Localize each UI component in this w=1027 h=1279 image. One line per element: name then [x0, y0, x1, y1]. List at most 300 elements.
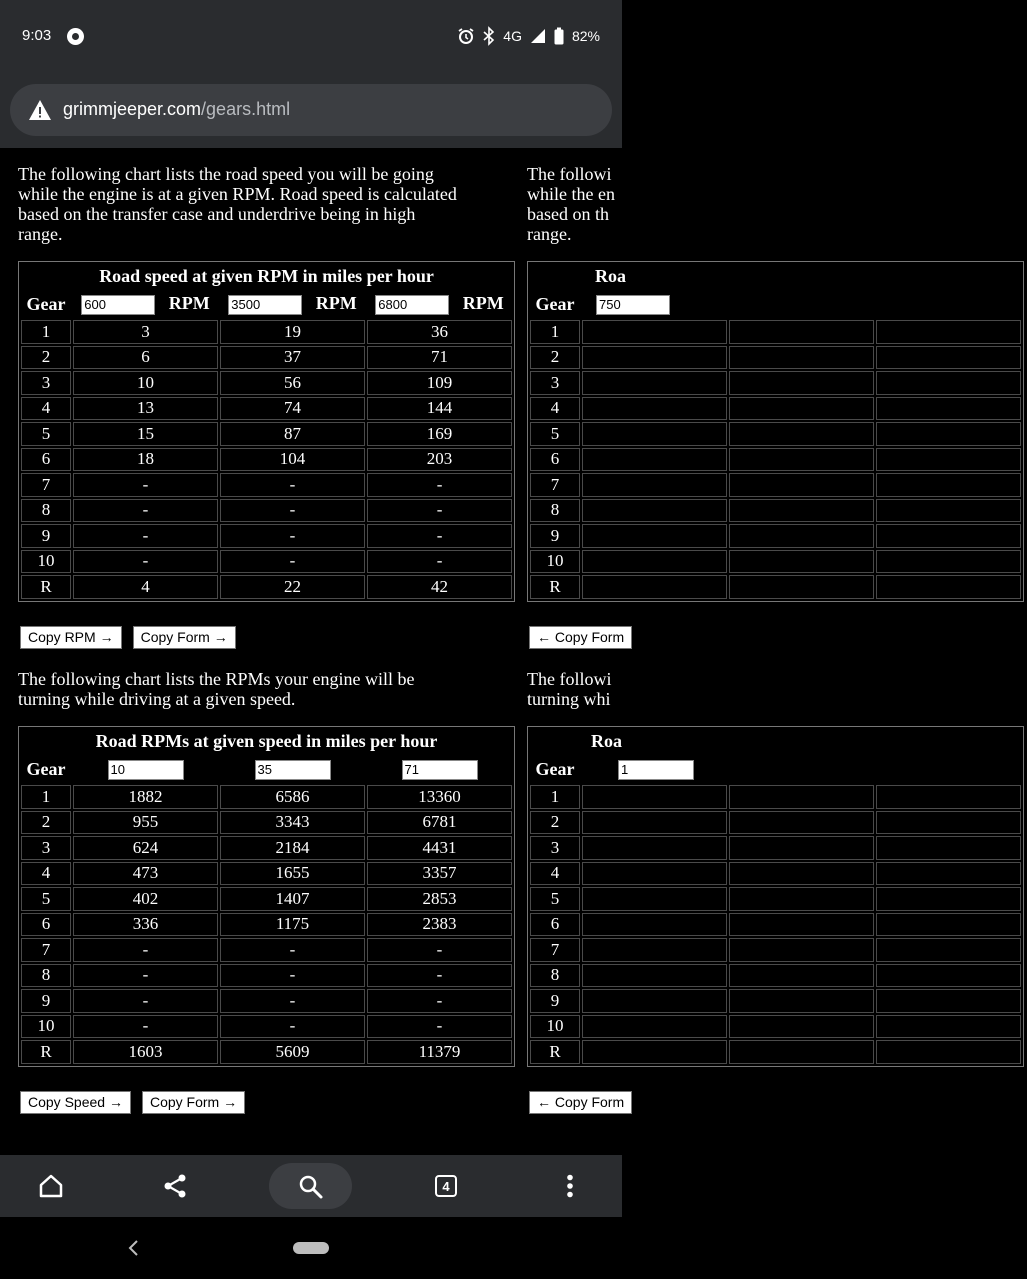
gear-cell: 5 — [21, 422, 71, 446]
value-cell — [729, 989, 874, 1013]
value-cell — [876, 575, 1021, 599]
gear-cell: 10 — [530, 550, 580, 574]
table-row — [530, 473, 1021, 497]
table-row — [21, 346, 512, 370]
battery-icon — [554, 27, 564, 45]
value-cell — [876, 524, 1021, 548]
table-row — [21, 422, 512, 446]
gear-cell: 3 — [21, 836, 71, 860]
road-rpm-title: Road RPMs at given speed in miles per hour — [95, 730, 438, 751]
value-cell: - — [73, 964, 218, 988]
table-row — [21, 862, 512, 886]
table-row — [21, 550, 512, 574]
gear-cell: 2 — [530, 811, 580, 835]
value-cell: 6781 — [367, 811, 512, 835]
table-row — [530, 1015, 1021, 1039]
speed-intro-line: range. — [18, 224, 63, 244]
road-speed-table-2 — [527, 261, 1024, 602]
value-cell — [729, 524, 874, 548]
value-cell — [729, 550, 874, 574]
value-cell: 3 — [73, 320, 218, 344]
value-cell: 6586 — [220, 785, 365, 809]
table-row — [21, 811, 512, 835]
value-cell — [729, 964, 874, 988]
value-cell — [729, 371, 874, 395]
table-row — [530, 499, 1021, 523]
warning-icon[interactable] — [28, 99, 52, 121]
gear-cell: 8 — [21, 499, 71, 523]
value-cell — [729, 473, 874, 497]
table-row — [21, 964, 512, 988]
speed-input-3[interactable]: 71 — [402, 760, 478, 780]
value-cell: 13360 — [367, 785, 512, 809]
table-row — [530, 811, 1021, 835]
gear-cell: 2 — [21, 811, 71, 835]
table-row — [530, 938, 1021, 962]
table-row — [530, 524, 1021, 548]
speed-header-cell — [582, 755, 727, 783]
gear-cell: 1 — [530, 785, 580, 809]
speed-intro-2 — [527, 164, 1027, 244]
gear-cell: 3 — [530, 371, 580, 395]
table-row — [21, 524, 512, 548]
rpm-label: RPM — [168, 293, 210, 314]
speed-input-1[interactable]: 1 — [618, 760, 694, 780]
value-cell — [582, 575, 727, 599]
value-cell: - — [220, 499, 365, 523]
gear-header: Gear — [535, 758, 575, 779]
browser-header — [0, 74, 622, 148]
speed-input-2[interactable]: 35 — [255, 760, 331, 780]
value-cell: 10 — [73, 371, 218, 395]
value-cell — [876, 499, 1021, 523]
gear-cell: 4 — [530, 862, 580, 886]
status-bar — [0, 0, 622, 74]
road-speed-title-2 — [530, 264, 1021, 288]
table-row — [530, 346, 1021, 370]
value-cell — [729, 499, 874, 523]
table-row — [21, 785, 512, 809]
value-cell — [582, 913, 727, 937]
value-cell: 336 — [73, 913, 218, 937]
table-row — [530, 320, 1021, 344]
value-cell: - — [220, 1015, 365, 1039]
speed-buttons-2 — [529, 626, 632, 649]
gear-cell: 6 — [21, 913, 71, 937]
copy-form-back-button[interactable]: ← Copy Form — [529, 1091, 632, 1114]
url-domain: grimmjeeper.com — [63, 99, 202, 119]
value-cell: - — [220, 964, 365, 988]
bluetooth-icon — [483, 27, 495, 45]
value-cell: 19 — [220, 320, 365, 344]
gear-header: Gear — [26, 758, 66, 779]
value-cell — [582, 371, 727, 395]
value-cell — [729, 938, 874, 962]
speed-intro-line: range. — [527, 224, 572, 244]
value-cell — [876, 346, 1021, 370]
value-cell: - — [367, 550, 512, 574]
value-cell: - — [73, 550, 218, 574]
gear-cell: 9 — [21, 524, 71, 548]
signal-icon — [530, 28, 546, 44]
gear-cell: 5 — [21, 887, 71, 911]
value-cell — [876, 1040, 1021, 1064]
url-text[interactable] — [63, 99, 290, 120]
table-row — [530, 887, 1021, 911]
gear-cell: 9 — [530, 989, 580, 1013]
value-cell: 74 — [220, 397, 365, 421]
speed-intro-line: The following chart lists the road speed you will be going — [18, 164, 434, 184]
value-cell: - — [367, 499, 512, 523]
table-row — [530, 397, 1021, 421]
gear-cell: 8 — [21, 964, 71, 988]
value-cell — [729, 836, 874, 860]
value-cell — [876, 913, 1021, 937]
value-cell: 5609 — [220, 1040, 365, 1064]
rpm-intro-line: The followi — [527, 669, 612, 689]
tabs-button[interactable] — [423, 1155, 469, 1217]
speed-intro-line: while the en — [527, 184, 615, 204]
value-cell — [876, 785, 1021, 809]
value-cell: 624 — [73, 836, 218, 860]
nav-back-icon[interactable] — [127, 1239, 141, 1257]
browser-toolbar — [0, 1155, 622, 1217]
road-speed-title: Road speed at given RPM in miles per hour — [99, 265, 434, 286]
rpm-input-1[interactable]: 750 — [596, 295, 670, 315]
gear-cell: 10 — [21, 1015, 71, 1039]
value-cell — [582, 422, 727, 446]
value-cell — [582, 811, 727, 835]
rpm-header-cell — [582, 290, 727, 318]
network-type: 4G — [503, 28, 522, 44]
gear-cell: 1 — [21, 785, 71, 809]
rpm-intro-line: turning while driving at a given speed. — [18, 689, 296, 709]
rpm-buttons — [20, 1091, 245, 1114]
table-row — [530, 448, 1021, 472]
table-row — [21, 887, 512, 911]
value-cell: - — [367, 989, 512, 1013]
value-cell: - — [220, 550, 365, 574]
gear-cell: 7 — [530, 938, 580, 962]
table-row — [530, 913, 1021, 937]
gear-cell: 5 — [530, 887, 580, 911]
url-bar[interactable] — [10, 84, 612, 136]
table-row — [530, 836, 1021, 860]
value-cell: 2383 — [367, 913, 512, 937]
rpm-intro-line: turning whi — [527, 689, 611, 709]
copy-form-back-button[interactable]: ← Copy Form — [529, 626, 632, 649]
value-cell — [582, 346, 727, 370]
speed-buttons — [20, 626, 236, 649]
value-cell: 11379 — [367, 1040, 512, 1064]
rpm-header-cell — [73, 290, 218, 318]
gear-cell: 10 — [530, 1015, 580, 1039]
value-cell: 104 — [220, 448, 365, 472]
system-nav-bar — [0, 1217, 622, 1279]
gear-header: Gear — [535, 293, 575, 314]
speed-intro — [18, 164, 518, 244]
gear-header: Gear — [26, 293, 66, 314]
table-row — [21, 913, 512, 937]
notification-icon — [67, 28, 84, 45]
home-icon — [38, 1173, 64, 1199]
speed-header-cell — [367, 755, 512, 783]
value-cell — [729, 1015, 874, 1039]
menu-button[interactable] — [547, 1155, 593, 1217]
value-cell — [876, 989, 1021, 1013]
road-rpm-title-text: Roa — [591, 730, 622, 751]
value-cell — [876, 397, 1021, 421]
value-cell: - — [220, 473, 365, 497]
gear-cell: R — [530, 1040, 580, 1064]
gear-cell: 10 — [21, 550, 71, 574]
value-cell — [582, 862, 727, 886]
speed-header-cell — [73, 755, 218, 783]
copy-form-button[interactable]: Copy Form → — [133, 626, 236, 649]
value-cell — [582, 1015, 727, 1039]
value-cell: - — [73, 938, 218, 962]
rpm-header-cell — [729, 290, 874, 318]
rpm-input-2[interactable]: 3500 — [228, 295, 302, 315]
value-cell — [876, 887, 1021, 911]
table-row — [21, 448, 512, 472]
value-cell — [729, 811, 874, 835]
value-cell: 1655 — [220, 862, 365, 886]
value-cell — [582, 448, 727, 472]
gear-cell: 7 — [21, 938, 71, 962]
table-row — [21, 836, 512, 860]
table-row — [21, 1015, 512, 1039]
gear-cell: 2 — [530, 346, 580, 370]
speed-intro-line: based on the transfer case and underdrive being in high — [18, 204, 416, 224]
value-cell — [582, 499, 727, 523]
status-icons — [457, 27, 600, 45]
value-cell — [729, 785, 874, 809]
more-vert-icon — [566, 1174, 574, 1198]
search-button[interactable] — [269, 1163, 352, 1209]
value-cell — [729, 448, 874, 472]
value-cell: - — [367, 1015, 512, 1039]
rpm-input-1[interactable]: 600 — [81, 295, 155, 315]
speed-input-1[interactable]: 10 — [108, 760, 184, 780]
value-cell: 1407 — [220, 887, 365, 911]
value-cell: - — [73, 989, 218, 1013]
value-cell: - — [220, 989, 365, 1013]
value-cell: 473 — [73, 862, 218, 886]
road-speed-title-text: Roa — [595, 265, 626, 286]
value-cell: 2184 — [220, 836, 365, 860]
value-cell: 1882 — [73, 785, 218, 809]
table-row — [530, 989, 1021, 1013]
table-row — [21, 575, 512, 599]
value-cell — [729, 887, 874, 911]
table-row — [530, 1040, 1021, 1064]
speed-intro-line: The followi — [527, 164, 612, 184]
speed-intro-line: based on th — [527, 204, 609, 224]
table-row — [530, 964, 1021, 988]
gear-cell: 9 — [21, 989, 71, 1013]
speed-header-cell — [220, 755, 365, 783]
gear-cell: 3 — [21, 371, 71, 395]
copy-rpm-button[interactable]: Copy RPM → — [20, 626, 122, 649]
value-cell — [582, 524, 727, 548]
value-cell — [876, 448, 1021, 472]
value-cell — [582, 938, 727, 962]
value-cell: 2853 — [367, 887, 512, 911]
table-row — [21, 1040, 512, 1064]
value-cell — [729, 422, 874, 446]
gear-cell: 2 — [21, 346, 71, 370]
gear-cell: 6 — [530, 913, 580, 937]
value-cell: 71 — [367, 346, 512, 370]
value-cell — [729, 862, 874, 886]
value-cell: 4431 — [367, 836, 512, 860]
road-speed-table — [18, 261, 515, 602]
rpm-input-3[interactable]: 6800 — [375, 295, 449, 315]
value-cell: 36 — [367, 320, 512, 344]
value-cell: 203 — [367, 448, 512, 472]
url-path: /gears.html — [201, 99, 291, 119]
gear-cell: R — [530, 575, 580, 599]
gear-cell: 9 — [530, 524, 580, 548]
table-row — [21, 397, 512, 421]
copy-speed-button[interactable]: Copy Speed → — [20, 1091, 131, 1114]
rpm-label: RPM — [462, 293, 504, 314]
value-cell: 1603 — [73, 1040, 218, 1064]
value-cell — [582, 550, 727, 574]
table-row — [21, 371, 512, 395]
tabs-icon: 4 — [435, 1175, 457, 1197]
table-row — [21, 473, 512, 497]
value-cell — [729, 575, 874, 599]
value-cell: 169 — [367, 422, 512, 446]
value-cell: - — [367, 473, 512, 497]
gear-cell: 6 — [21, 448, 71, 472]
value-cell — [582, 785, 727, 809]
alarm-icon — [457, 27, 475, 45]
rpm-header-cell — [876, 290, 1021, 318]
rpm-intro-line: The following chart lists the RPMs your engine will be — [18, 669, 415, 689]
value-cell — [876, 550, 1021, 574]
value-cell: 144 — [367, 397, 512, 421]
value-cell — [582, 989, 727, 1013]
value-cell — [876, 964, 1021, 988]
value-cell: - — [367, 964, 512, 988]
gear-cell: 3 — [530, 836, 580, 860]
home-pill[interactable] — [293, 1242, 329, 1254]
rpm-buttons-2 — [529, 1091, 632, 1114]
value-cell — [582, 964, 727, 988]
gear-cell: 1 — [21, 320, 71, 344]
value-cell — [729, 397, 874, 421]
table-row — [21, 499, 512, 523]
value-cell — [729, 320, 874, 344]
gear-cell: 4 — [21, 397, 71, 421]
value-cell — [876, 473, 1021, 497]
share-icon — [162, 1173, 188, 1199]
table-row — [21, 938, 512, 962]
value-cell — [876, 862, 1021, 886]
table-row — [530, 575, 1021, 599]
value-cell: 87 — [220, 422, 365, 446]
table-row — [530, 550, 1021, 574]
value-cell — [582, 320, 727, 344]
road-rpm-table-2 — [527, 726, 1024, 1067]
page-content — [0, 148, 629, 1155]
battery-level: 82% — [571, 28, 600, 44]
value-cell: - — [73, 524, 218, 548]
value-cell: 109 — [367, 371, 512, 395]
value-cell — [582, 473, 727, 497]
gear-cell: R — [21, 575, 71, 599]
value-cell: 22 — [220, 575, 365, 599]
value-cell: 955 — [73, 811, 218, 835]
road-rpm-title-2 — [530, 729, 1021, 753]
value-cell — [582, 836, 727, 860]
table-row — [21, 320, 512, 344]
value-cell — [729, 346, 874, 370]
value-cell — [729, 1040, 874, 1064]
value-cell: 15 — [73, 422, 218, 446]
table-row — [530, 422, 1021, 446]
value-cell: - — [220, 524, 365, 548]
speed-intro-line: while the engine is at a given RPM. Road speed is calculated — [18, 184, 457, 204]
value-cell: 18 — [73, 448, 218, 472]
value-cell: 13 — [73, 397, 218, 421]
value-cell: - — [367, 938, 512, 962]
gear-cell: 4 — [21, 862, 71, 886]
value-cell: 402 — [73, 887, 218, 911]
value-cell — [876, 422, 1021, 446]
value-cell: - — [73, 1015, 218, 1039]
rpm-intro — [18, 669, 518, 709]
value-cell: 37 — [220, 346, 365, 370]
share-button[interactable] — [152, 1155, 198, 1217]
search-icon — [298, 1174, 324, 1200]
value-cell: - — [73, 499, 218, 523]
value-cell: 4 — [73, 575, 218, 599]
value-cell: - — [367, 524, 512, 548]
value-cell — [876, 811, 1021, 835]
value-cell: - — [73, 473, 218, 497]
value-cell — [876, 1015, 1021, 1039]
rpm-header-cell — [367, 290, 512, 318]
gear-cell: 8 — [530, 499, 580, 523]
value-cell: 6 — [73, 346, 218, 370]
rpm-header-cell — [220, 290, 365, 318]
home-button[interactable] — [28, 1155, 74, 1217]
value-cell: - — [220, 938, 365, 962]
table-row — [530, 862, 1021, 886]
value-cell — [582, 887, 727, 911]
value-cell — [876, 938, 1021, 962]
speed-header-cell — [729, 755, 874, 783]
value-cell — [876, 320, 1021, 344]
gear-cell: 7 — [530, 473, 580, 497]
value-cell — [729, 913, 874, 937]
rpm-label: RPM — [315, 293, 357, 314]
gear-cell: 7 — [21, 473, 71, 497]
value-cell — [876, 836, 1021, 860]
gear-cell: 4 — [530, 397, 580, 421]
value-cell — [582, 1040, 727, 1064]
value-cell: 1175 — [220, 913, 365, 937]
value-cell — [876, 371, 1021, 395]
road-rpm-table — [18, 726, 515, 1067]
value-cell — [582, 397, 727, 421]
copy-form-button[interactable]: Copy Form → — [142, 1091, 245, 1114]
value-cell: 42 — [367, 575, 512, 599]
